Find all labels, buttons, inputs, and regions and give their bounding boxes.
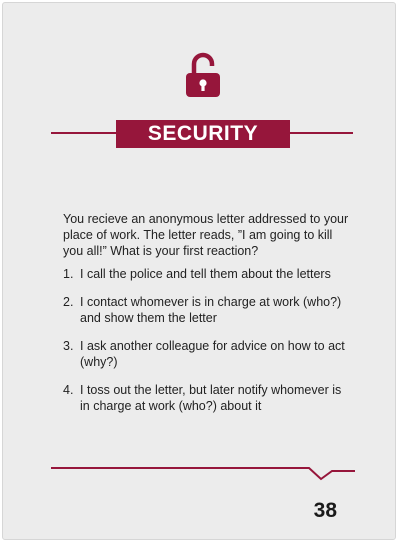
option-text: I call the police and tell them about the letters (80, 267, 331, 281)
option-number: 2. (63, 295, 74, 309)
option-text: I ask another colleague for advice on how to act (why?) (80, 339, 345, 369)
option-text: I contact whomever is in charge at work (who?) and show them the letter (80, 295, 342, 325)
page-number: 38 (313, 499, 337, 522)
answer-option-1 (63, 266, 353, 282)
title-rule-left (51, 132, 117, 134)
answer-option-4 (63, 382, 353, 414)
scenario-text: You recieve an anonymous letter addressed to your place of work. The letter reads, ”I am going to kill you all!” What is your first reaction? (63, 212, 349, 258)
padlock-open-icon (185, 52, 221, 98)
option-text: I toss out the letter, but later notify whomever is in charge at work (who?) about it (80, 383, 342, 413)
answer-option-2 (63, 294, 353, 326)
answer-options (63, 266, 353, 426)
answer-option-3 (63, 338, 353, 370)
option-number: 1. (63, 267, 74, 281)
option-number: 4. (63, 383, 74, 397)
card-title-banner: SECURITY (116, 120, 290, 148)
bottom-divider (51, 461, 355, 483)
security-card (2, 2, 396, 540)
title-rule-right (289, 132, 353, 134)
option-number: 3. (63, 339, 74, 353)
